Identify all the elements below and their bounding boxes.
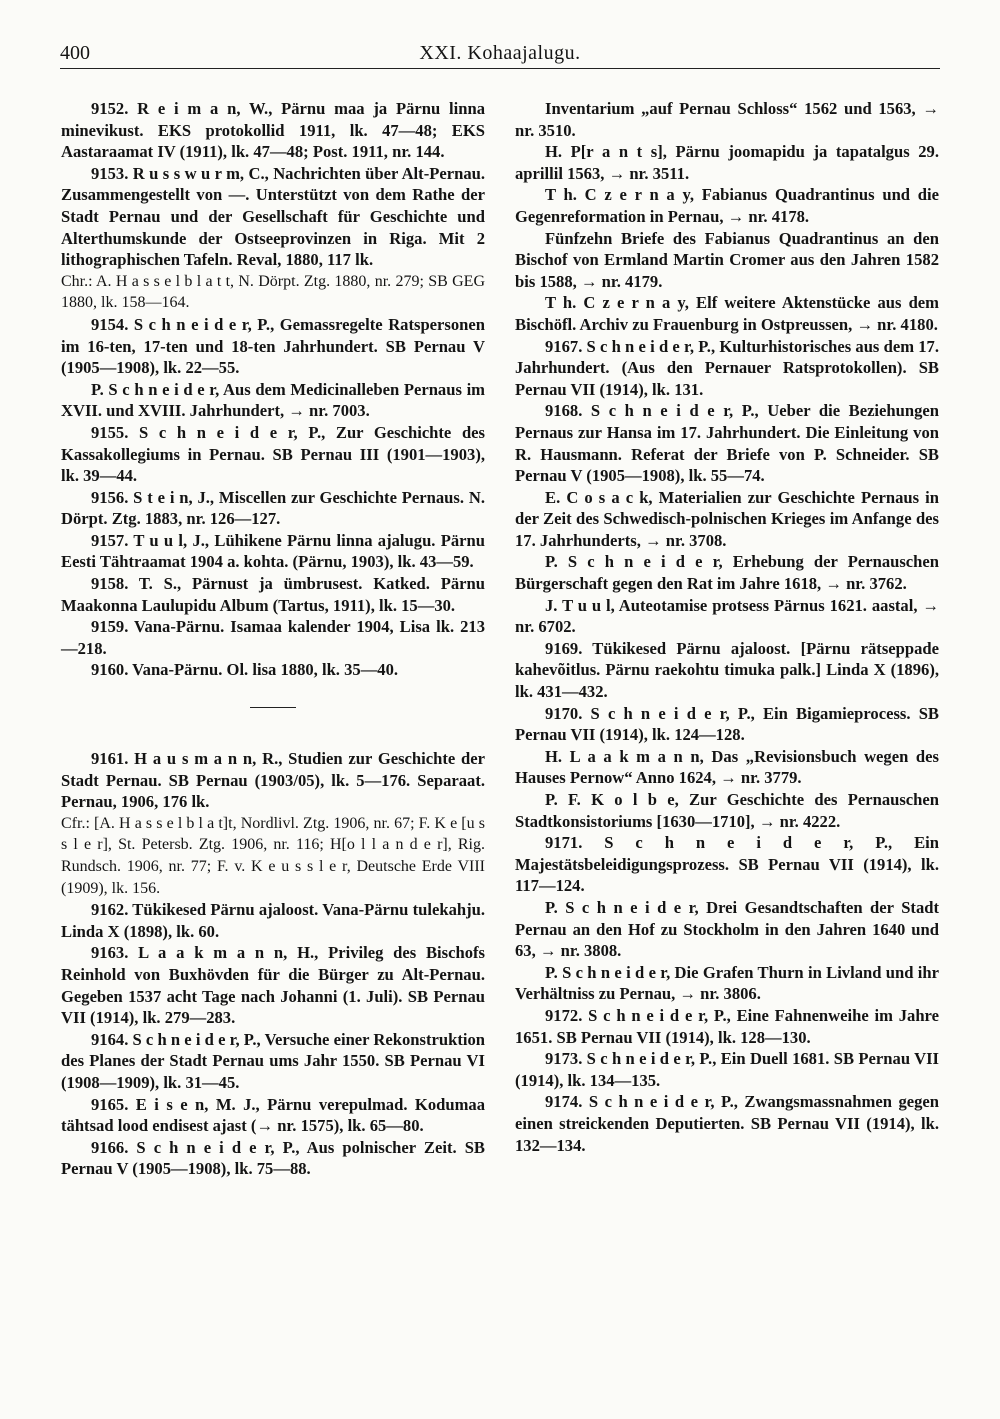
bib-entry-9153: 9153. R u s s w u r m, C., Nachrichten über Alt-Pernau. Zusammengestellt von —. Unterstützt von dem Rathe der Stadt Pernau und der Gesellschaft für Geschichte und Alterthumskunde der Ostseeprovinzen in Riga. Mit 2 lithographischen Tafeln. Reval, 1880, 117 lk. xyxy=(61,163,485,270)
bib-entry-9164: 9164. S c h n e i d e r, P., Versuche einer Rekonstruktion des Planes der Stadt Pernau ums Jahr 1550. SB Pernau VI (1908—1909), lk. 31—45. xyxy=(61,1029,485,1092)
cross-reference: P. F. K o l b e, Zur Geschichte des Pernauschen Stadtkonsistoriums [1630—1710], → nr. 4222. xyxy=(515,790,939,831)
bib-entry-9156: 9156. S t e i n, J., Miscellen zur Geschichte Pernaus. N. Dörpt. Ztg. 1883, nr. 126—127. xyxy=(61,487,485,529)
left-column xyxy=(61,98,485,1180)
cross-reference: Fünfzehn Briefe des Fabianus Quadrantinus an den Bischof von Ermland Martin Cromer aus den Jahren 1582 bis 1588, → nr. 4179. xyxy=(515,228,939,291)
cross-reference: J. T u u l, Auteotamise protsess Pärnus 1621. aastal, → nr. 6702. xyxy=(515,595,939,637)
bib-entry-9172: 9172. S c h n e i d e r, P., Eine Fahnenweihe im Jahre 1651. SB Pernau VII (1914), lk. 128—130. xyxy=(515,1005,939,1047)
bib-entry-9155: 9155. S c h n e i d e r, P., Zur Geschichte des Kassakollegiums in Pernau. SB Pernau III (1901—1903), lk. 39—44. xyxy=(61,422,485,486)
cross-reference: E. C o s a c k, Materialien zur Geschichte Pernaus in der Zeit des Schwedisch-polnischen Krieges im Anfange des 17. Jahrhunderts, → nr. 3708. xyxy=(515,487,939,550)
bib-entry-9166: 9166. S c h n e i d e r, P., Aus polnischer Zeit. SB Pernau V (1905—1908), lk. 75—88. xyxy=(61,1137,485,1179)
bib-entry-9161: 9161. H a u s m a n n, R., Studien zur Geschichte der Stadt Pernau. SB Pernau (1903/05), lk. 5—176. Separaat. Pernau, 1906, 176 lk. xyxy=(61,749,485,812)
bib-entry-9159: 9159. Vana-Pärnu. Isamaa kalender 1904, Lisa lk. 213—218. xyxy=(61,617,485,658)
bib-entry-9162: 9162. Tükikesed Pärnu ajaloost. Vana-Pärnu tulekahju. Linda X (1898), lk. 60. xyxy=(61,900,485,941)
review-note: Chr.: A. H a s s e l b l a t t, N. Dörpt. Ztg. 1880, nr. 279; SB GEG 1880, lk. 158—164. xyxy=(61,272,485,312)
bib-entry-9157: 9157. T u u l, J., Lühikene Pärnu linna ajalugu. Pärnu Eesti Tähtraamat 1904 a. kohta. (Pärnu, 1903), lk. 43—59. xyxy=(61,530,485,572)
review-note: Cfr.: [A. H a s s e l b l a t]t, Nordlivl. Ztg. 1906, nr. 67; F. K e [u s s l e r], St. Petersb. Ztg. 1906, nr. 116; H[o l l a n d e r], Rig. Rundsch. 1906, nr. 77; F. v. K e u s s l e r, Deutsche Erde VIII (1909), lk. 156. xyxy=(61,814,485,897)
bib-entry-9174: 9174. S c h n e i d e r, P., Zwangsmassnahmen gegen einen streickenden Deputierten. SB Pernau VII (1914), lk. 132—134. xyxy=(515,1092,939,1155)
bib-entry-9154: 9154. S c h n e i d e r, P., Gemassregelte Ratspersonen im 16-ten, 17-ten und 18-ten Jahrhundert. SB Pernau V (1905—1908), lk. 22—55. xyxy=(61,314,485,378)
cross-reference: P. S c h n e i d e r, Die Grafen Thurn in Livland und ihr Verhältniss zu Pernau, → nr. 3806. xyxy=(515,962,939,1004)
cross-reference: H. L a a k m a n n, Das „Revisionsbuch wegen des Hauses Pernow“ Anno 1624, → nr. 3779. xyxy=(515,746,939,788)
bib-entry-9169: 9169. Tükikesed Pärnu ajaloost. [Pärnu rätseppade kahevõitlus. Pärnu raekohtu timuka palk.] Linda X (1896), lk. 431—432. xyxy=(515,638,939,702)
cross-reference: Inventarium „auf Pernau Schloss“ 1562 und 1563, → nr. 3510. xyxy=(515,99,939,140)
section-divider xyxy=(250,707,296,708)
bib-entry-9171: 9171. S c h n e i d e r, P., Ein Majestätsbeleidigungsprozess. SB Pernau VII (1914), lk. 117—124. xyxy=(515,833,939,896)
bib-entry-9170: 9170. S c h n e i d e r, P., Ein Bigamieprocess. SB Pernau VII (1914), lk. 124—128. xyxy=(515,703,939,745)
running-title: XXI. Kohaajalugu. xyxy=(419,42,581,64)
page-header xyxy=(60,38,940,69)
cross-reference: T h. C z e r n a y, Fabianus Quadrantinus und die Gegenreformation in Pernau, → nr. 4178. xyxy=(515,185,939,226)
page-number: 400 xyxy=(60,42,90,64)
bib-entry-9173: 9173. S c h n e i d e r, P., Ein Duell 1681. SB Pernau VII (1914), lk. 134—135. xyxy=(515,1049,939,1090)
bib-entry-9167: 9167. S c h n e i d e r, P., Kulturhistorisches aus dem 17. Jahrhundert. (Aus den Pernauer Ratsprotokollen). SB Pernau VII (1914), lk. 131. xyxy=(515,336,939,399)
cross-reference: P. S c h n e i d e r, Aus dem Medicinalleben Pernaus im XVII. und XVIII. Jahrhundert, → nr. 7003. xyxy=(61,379,485,421)
bib-entry-9160: 9160. Vana-Pärnu. Ol. lisa 1880, lk. 35—40. xyxy=(91,660,399,680)
cross-reference: P. S c h n e i d e r, Erhebung der Pernauschen Bürgerschaft gegen den Rat im Jahre 1618, → nr. 3762. xyxy=(515,552,939,594)
cross-reference: H. P[r a n t s], Pärnu joomapidu ja tapatalgus 29. aprillil 1563, → nr. 3511. xyxy=(515,142,939,183)
bib-entry-9168: 9168. S c h n e i d e r, P., Ueber die Beziehungen Pernaus zur Hansa im 17. Jahrhundert. Die Einleitung von R. Hausmann. Referat der Briefe von P. Schneider. SB Pernau V (1905—1908), lk. 55—74. xyxy=(515,401,939,486)
bib-entry-9165: 9165. E i s e n, M. J., Pärnu verepulmad. Kodumaa tähtsad lood endisest ajast (→ nr. 1575), lk. 65—80. xyxy=(61,1094,485,1136)
cross-reference: P. S c h n e i d e r, Drei Gesandtschaften der Stadt Pernau an den Hof zu Stockholm in den Jahren 1640 und 63, → nr. 3808. xyxy=(515,897,939,961)
cross-reference: T h. C z e r n a y, Elf weitere Aktenstücke aus dem Bischöfl. Archiv zu Frauenburg in Ostpreussen, → nr. 4180. xyxy=(515,293,939,334)
right-column xyxy=(515,98,939,1156)
bib-entry-9152: 9152. R e i m a n, W., Pärnu maa ja Pärnu linna minevikust. EKS protokollid 1911, lk. 47—48; EKS Aastaraamat IV (1911), lk. 47—48; Post. 1911, nr. 144. xyxy=(61,99,485,162)
bib-entry-9163: 9163. L a a k m a n n, H., Privileg des Bischofs Reinhold von Buxhövden für die Bürger zu Alt-Pernau. Gegeben 1537 acht Tage nach Johanni (1. Juli). SB Pernau VII (1914), lk. 279—283. xyxy=(61,943,485,1028)
bib-entry-9158: 9158. T. S., Pärnust ja ümbrusest. Katked. Pärnu Maakonna Laulupidu Album (Tartus, 1911), lk. 15—30. xyxy=(61,574,485,615)
